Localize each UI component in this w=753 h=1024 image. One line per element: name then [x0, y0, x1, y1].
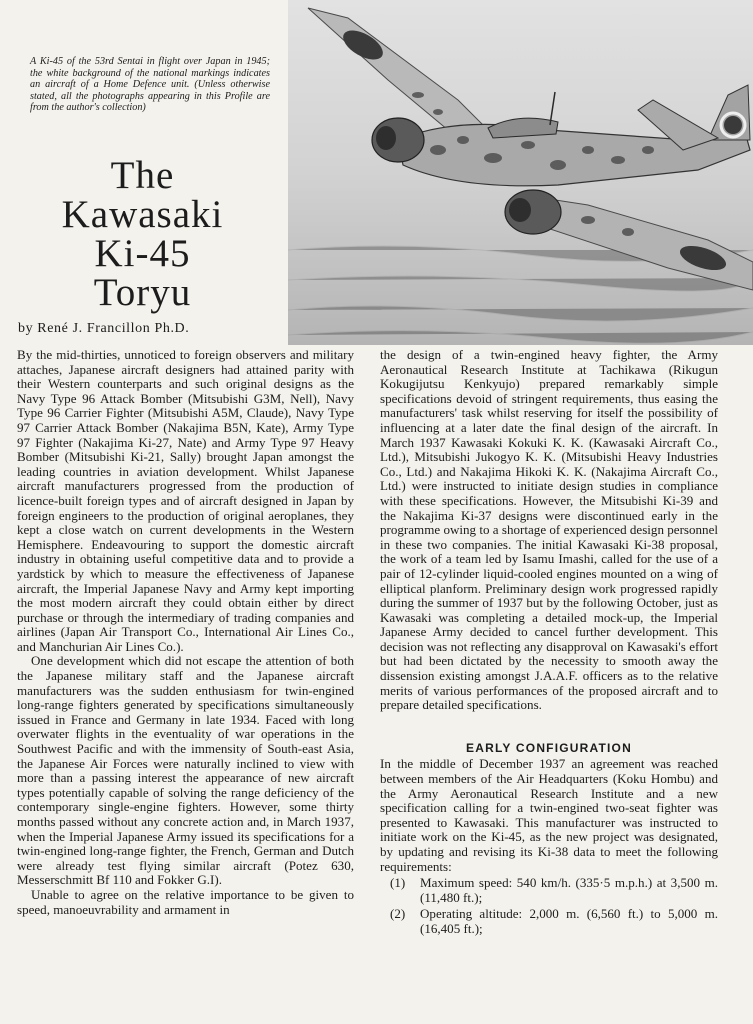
paragraph: the design of a twin-engined heavy fighter, the Army Aeronautical Research Institute at Tachikawa (Rikugun Kokugijutsu Kenkyujo) prepared remarkably simple specifications devoid of stringent requirements, thus easing the manufacturers' task whilst reserving for itself the possibility of influencing at a later date the final design of the aircraft. In March 1937 Kawasaki Kokuki K. K. (Kawasaki Aircraft Co., Ltd.), Mitsubishi Jukogyo K. K. (Mitsubishi Heavy Industries Co., Ltd.) and Nakajima Hikoki K. K. (Nakajima Aircraft Co., Ltd.) were instructed to initiate design studies in compliance with these specifications. However, the Mitsubishi Ki-39 and the Nakajima Ki-37 designs were discontinued early in the programme owing to a shortage of experienced design personnel in these two companies. The initial Kawasaki Ki-38 proposal, the work of a team led by Isamu Imashi, called for the use of a pair of 12-cylinder liquid-cooled engines mounted on a wing of elliptical planform. Preliminary design work progressed rapidly during the summer of 1937 but by the following October, just as Kawasaki was completing a detailed mock-up, the Imperial Japanese Army decided to cancel further development. This decision was not reflecting any disapproval on Kawasaki's effort but had been dictated by the necessity to smooth away the dissension existing amongst J.A.A.F. officers as to the relative merits of various performances of the proposed aircraft and to prepare detailed specifications. — [380, 347, 718, 713]
aircraft-photo — [288, 0, 753, 345]
paragraph: By the mid-thirties, unnoticed to foreign observers and military attaches, Japanese aircraft designers had attained parity with their Western counterparts and such original designs as the Navy Type 96 Attack Bomber (Mitsubishi G3M, Nell), Navy Type 96 Carrier Fighter (Mitsubishi A5M, Claude), Navy Type 97 Carrier Attack Bomber (Nakajima B5N, Kate), Army Type 97 Fighter (Nakajima Ki-27, Nate) and Army Type 97 Heavy Bomber (Mitsubishi Ki-21, Sally) brought Japan amongst the leading countries in aviation development. Whilst Japanese aircraft manufacturers progressed from the production of licence-built foreign types and of aircraft designed in Japan by foreign engineers to the production of original aeroplanes, they kept a close watch on current developments in the Western Hemisphere. Endeavouring to support the domestic aircraft industry in obtaining useful competitive data and to provide a yardstick by which to measure the effectiveness of Japanese aircraft, the Imperial Japanese Navy and Army kept importing the most modern aircraft they could obtain either by direct purchase or through the intermediary of trading companies and airlines (Japan Air Transport Co., International Air Lines Co., and Manchurian Air Lines Co.). — [17, 347, 354, 654]
left-column — [17, 348, 354, 917]
requirement-number: (2) — [390, 906, 406, 922]
right-column — [380, 348, 718, 937]
requirement-item — [380, 907, 718, 936]
requirement-text: Maximum speed: 540 km/h. (335·5 m.p.h.) at 3,500 m. (11,480 ft.); — [420, 875, 718, 905]
title-line-3: Ki-45 — [94, 232, 191, 275]
paragraph: One development which did not escape the attention of both the Japanese military staff and the Japanese aircraft manufacturers was the sudden enthusiasm for twin-engined long-range fighters generated by specifications simultaneously issued in France and Germany in late 1934. Faced with long overwater flights in the eventuality of war operations in the Southwest Pacific and with the immensity of South-east Asia, the Japanese Air Forces were naturally inclined to view with more than a passing interest the appearance of new aircraft types potentially capable of solving the range deficiency of the contemporary single-engine fighters. However, some thirty months passed without any concrete action and, in March 1937, when the Imperial Japanese Army issued its specifications for a twin-engined long-range fighter, the French, German and Dutch were already test flying similar aircraft (Potez 630, Messerschmitt Bf 110 and Fokker G.I). — [17, 653, 354, 888]
requirement-number: (1) — [390, 875, 406, 891]
requirement-item — [380, 876, 718, 905]
title-line-4: Toryu — [93, 271, 192, 314]
title-line-2: Kawasaki — [61, 193, 224, 236]
photo-caption: A Ki-45 of the 53rd Sentai in flight over Japan in 1945; the white background of the national markings indicates an aircraft of a Home Defence unit. (Unless otherwise stated, all the photographs appearing in this Profile are from the author's collection) — [30, 56, 270, 114]
title-line-1: The — [110, 154, 175, 197]
paragraph: In the middle of December 1937 an agreement was reached between members of the Air Headquarters (Koku Hombu) and the Army Aeronautical Research Institute and a new specification calling for a twin-engined two-seat fighter was presented to Kawasaki. This manufacturer was instructed to initiate work on the Ki-45, as the new project was designated, by updating and revising its Ki-38 data to meet the following requirements: — [380, 756, 718, 874]
article-title — [0, 156, 285, 312]
requirement-text: Operating altitude: 2,000 m. (6,560 ft.) to 5,000 m. (16,405 ft.); — [420, 906, 718, 936]
section-heading: EARLY CONFIGURATION — [466, 740, 632, 755]
paragraph: Unable to agree on the relative importance to be given to speed, manoeuvrability and armament in — [17, 886, 354, 917]
author-byline: by René J. Francillon Ph.D. — [18, 321, 190, 336]
